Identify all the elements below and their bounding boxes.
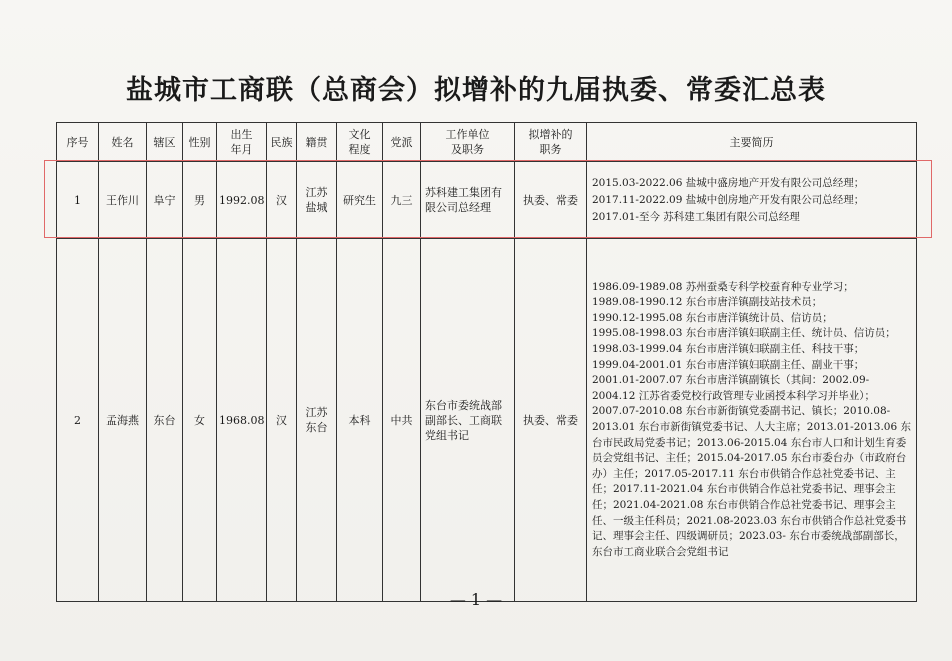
cell-party: 中共 — [383, 239, 421, 602]
header-gender: 性别 — [183, 123, 217, 162]
header-education: 文化 程度 — [337, 123, 383, 162]
header-name: 姓名 — [99, 123, 147, 162]
cell-resume: 1986.09-1989.08 苏州蚕桑专科学校蚕育种专业学习； 1989.08-1990.12 东台市唐洋镇副技站技术员； 1990.12-1995.08 东台市唐洋镇统计员、信访员； 1995.08-1998.03 东台市唐洋镇妇联副主任、统计员、信访员；1998.03-1999.04 东台市唐洋镇妇联副主任、科技干事；1999.04-2001.01 东台市唐洋镇妇联副主任、副业干事；2001.01-2007.07 东台市唐洋镇副镇长（其间：2002.09-2004.12 江苏省委党校行政管理专业函授本科学习并毕业）；2007.07-2010.08 东台市新街镇党委副书记、镇长；2010.08-2013.01 东台市新街镇党委书记、人大主席；2013.01-2013.06 东台市民政局党委书记；2013.06-2015.04 东台市人口和计划生育委员会党组书记、主任；2015.04-2017.05 东台市委台办（市政府台办）主任；2017.05-2017.11 东台市供销合作总社党委书记、主任；2017.11-2021.04 东台市供销合作总社党委书记、理事会主任；2021.04-2021.08 东台市供销合作总社党委书记、理事会主任、一级主任科员；2021.08-2023.03 东台市供销合作总社党委书记、理事会主任、四级调研员；2023.03- 东台市委统战部副部长，东台市工商业联合会党组书记 — [587, 239, 917, 602]
cell-gender: 男 — [183, 162, 217, 239]
header-position: 拟增补的 职务 — [515, 123, 587, 162]
cell-education: 研究生 — [337, 162, 383, 239]
page-number: — 1 — — [449, 590, 503, 609]
table-row — [57, 239, 917, 602]
cell-gender: 女 — [183, 239, 217, 602]
cell-ethnicity: 汉 — [267, 239, 297, 602]
cell-origin: 江苏 盐城 — [297, 162, 337, 239]
cell-no: 1 — [57, 162, 99, 239]
header-ethnicity: 民族 — [267, 123, 297, 162]
header-work: 工作单位 及职务 — [421, 123, 515, 162]
cell-origin: 江苏 东台 — [297, 239, 337, 602]
cell-birth: 1992.08 — [217, 162, 267, 239]
cell-name: 王作川 — [99, 162, 147, 239]
cell-name: 孟海燕 — [99, 239, 147, 602]
cell-work: 苏科建工集团有限公司总经理 — [421, 162, 515, 239]
cell-birth: 1968.08 — [217, 239, 267, 602]
cell-education: 本科 — [337, 239, 383, 602]
cell-resume: 2015.03-2022.06 盐城中盛房地产开发有限公司总经理； 2017.11-2022.09 盐城中创房地产开发有限公司总经理； 2017.01-至今 苏科建工集团有限公司总经理 — [587, 162, 917, 239]
cell-work: 东台市委统战部副部长、工商联党组书记 — [421, 239, 515, 602]
header-resume: 主要简历 — [587, 123, 917, 162]
row-highlight-frame — [44, 160, 932, 238]
header-origin: 籍贯 — [297, 123, 337, 162]
document-title: 盐城市工商联（总商会）拟增补的九届执委、常委汇总表 — [126, 75, 826, 106]
cell-no: 2 — [57, 239, 99, 602]
cell-district: 阜宁 — [147, 162, 183, 239]
header-birth: 出生 年月 — [217, 123, 267, 162]
header-party: 党派 — [383, 123, 421, 162]
cell-party: 九三 — [383, 162, 421, 239]
table-header-row — [57, 123, 917, 162]
cell-position: 执委、常委 — [515, 162, 587, 239]
cell-ethnicity: 汉 — [267, 162, 297, 239]
cell-position: 执委、常委 — [515, 239, 587, 602]
header-district: 辖区 — [147, 123, 183, 162]
header-no: 序号 — [57, 123, 99, 162]
cell-district: 东台 — [147, 239, 183, 602]
